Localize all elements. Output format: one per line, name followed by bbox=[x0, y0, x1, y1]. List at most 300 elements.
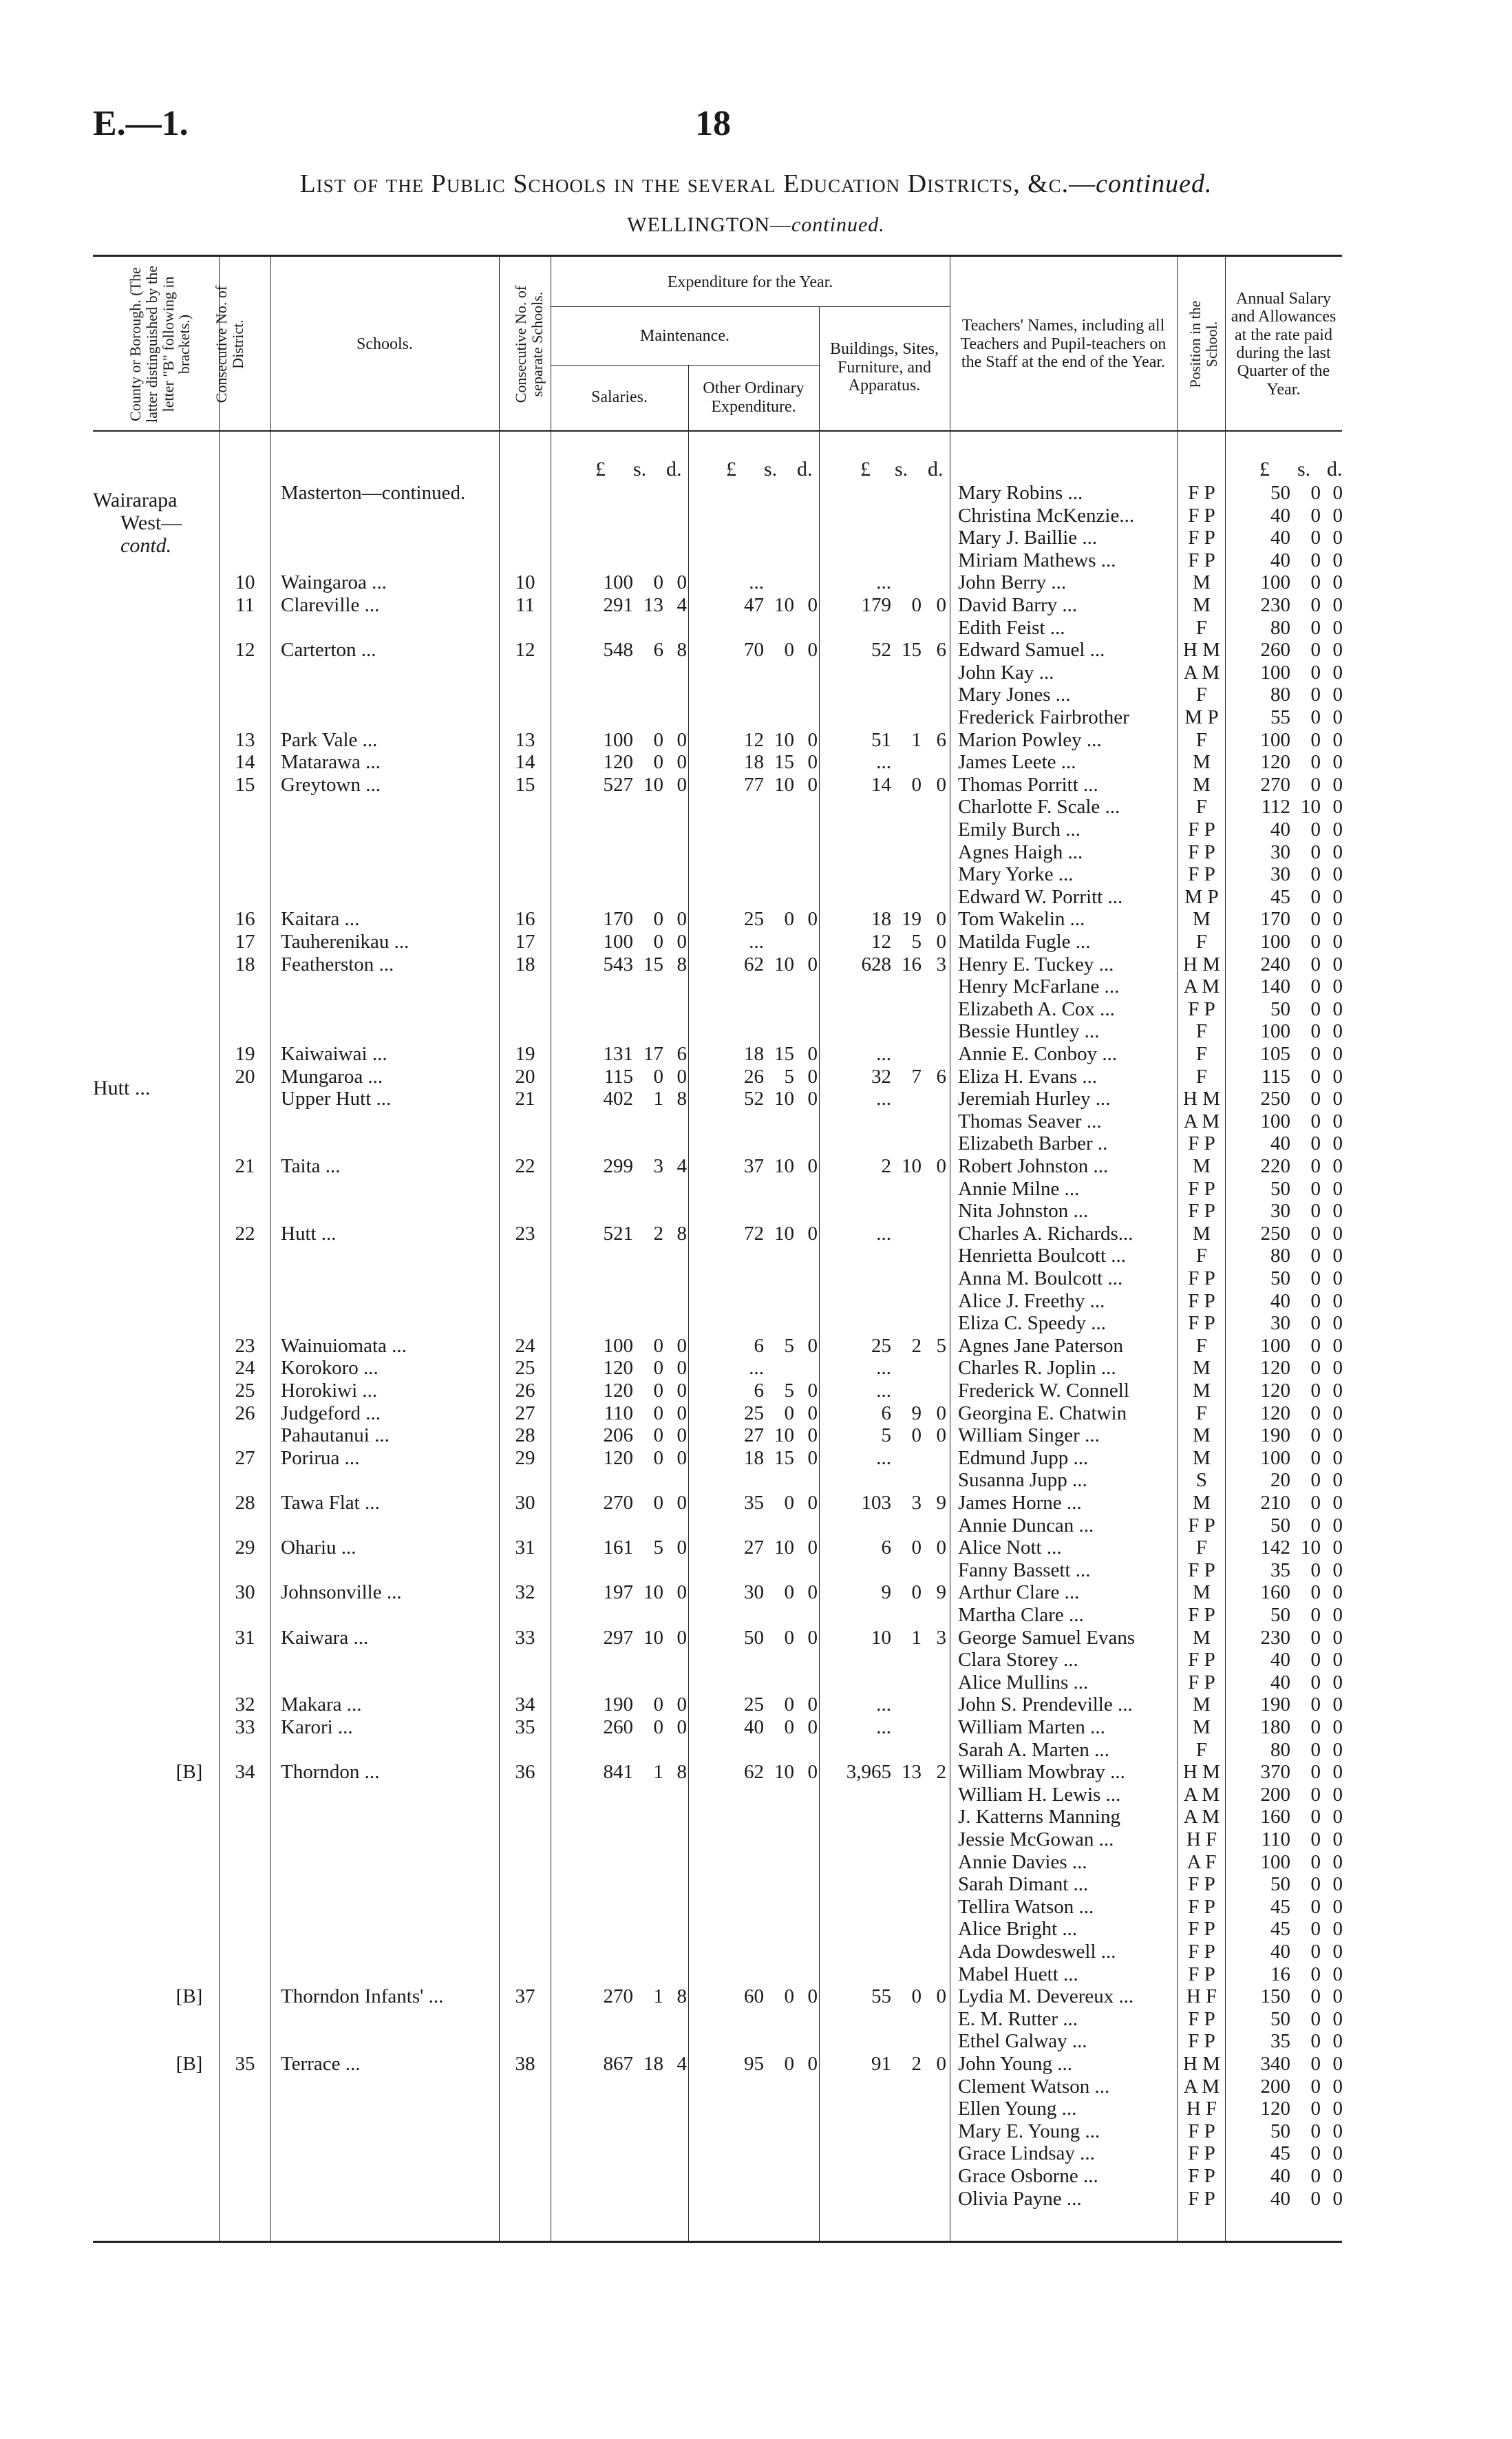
ann-pence: 0 bbox=[1332, 1065, 1343, 1088]
sal-pounds: 206 bbox=[603, 1424, 633, 1447]
ann-pounds: 50 bbox=[1270, 1267, 1290, 1289]
oth-pence: 0 bbox=[807, 1043, 818, 1065]
teacher-name: Ellen Young ... bbox=[958, 2098, 1077, 2120]
bld-shillings: 7 bbox=[911, 1065, 922, 1088]
ann-pounds: 20 bbox=[1270, 1469, 1290, 1492]
bld-pence: 3 bbox=[936, 1626, 946, 1649]
bld-pounds: ... bbox=[876, 1357, 891, 1380]
ann-shillings: 0 bbox=[1310, 1559, 1321, 1581]
bld-pence: 0 bbox=[936, 1985, 946, 2008]
unit-pence: d. bbox=[1327, 458, 1343, 481]
table-row bbox=[0, 1043, 1512, 1066]
sal-pounds: 260 bbox=[603, 1716, 633, 1738]
school-name: Upper Hutt ... bbox=[281, 1088, 392, 1110]
table-row bbox=[0, 796, 1512, 819]
ann-shillings: 0 bbox=[1310, 2120, 1321, 2142]
district-number: 24 bbox=[235, 1357, 255, 1380]
table-row bbox=[0, 505, 1512, 527]
position-code: F P bbox=[1188, 1514, 1215, 1537]
position-code: M bbox=[1193, 1222, 1211, 1245]
table-row bbox=[0, 1873, 1512, 1896]
position-code: F bbox=[1195, 1334, 1208, 1357]
county-hutt: Hutt ... bbox=[93, 1077, 151, 1099]
school-name: Mungaroa ... bbox=[281, 1065, 383, 1088]
bld-pounds: ... bbox=[876, 1088, 891, 1110]
bld-shillings: 0 bbox=[911, 1424, 922, 1447]
district-number: 27 bbox=[235, 1446, 255, 1469]
ann-pence: 0 bbox=[1332, 773, 1343, 796]
teacher-name: Lydia M. Devereux ... bbox=[958, 1985, 1134, 2008]
bld-shillings: 3 bbox=[911, 1492, 922, 1514]
ann-pounds: 30 bbox=[1270, 1200, 1290, 1223]
ann-shillings: 0 bbox=[1310, 1312, 1321, 1335]
position-code: H M bbox=[1183, 2053, 1220, 2075]
table-row bbox=[0, 549, 1512, 572]
position-code: F bbox=[1195, 1020, 1208, 1043]
ann-shillings: 0 bbox=[1310, 504, 1321, 527]
district-number: 10 bbox=[235, 571, 255, 594]
oth-shillings: 10 bbox=[774, 1222, 794, 1245]
school-name: Clareville ... bbox=[281, 594, 380, 616]
sal-shillings: 10 bbox=[643, 773, 663, 796]
teacher-name: Annie Milne ... bbox=[958, 1177, 1080, 1200]
school-name: Tauherenikau ... bbox=[281, 931, 409, 953]
table-row bbox=[0, 1200, 1512, 1223]
teacher-name: Charles A. Richards... bbox=[958, 1222, 1133, 1245]
position-code: F P bbox=[1188, 863, 1215, 886]
oth-shillings: 10 bbox=[774, 1155, 794, 1177]
table-row bbox=[0, 863, 1512, 886]
separate-number: 24 bbox=[515, 1334, 535, 1357]
teacher-name: Mary E. Young ... bbox=[958, 2120, 1100, 2142]
teacher-name: Charlotte F. Scale ... bbox=[958, 796, 1120, 819]
ann-shillings: 0 bbox=[1310, 1402, 1321, 1424]
ann-pence: 0 bbox=[1332, 1537, 1343, 1559]
bld-pounds: 103 bbox=[861, 1492, 891, 1514]
ann-shillings: 0 bbox=[1310, 1357, 1321, 1380]
sal-pence: 0 bbox=[677, 1357, 687, 1380]
sal-shillings: 0 bbox=[653, 1693, 663, 1716]
ann-pence: 0 bbox=[1332, 1738, 1343, 1761]
table-row bbox=[0, 729, 1512, 752]
district-number: 14 bbox=[235, 751, 255, 774]
ann-pence: 0 bbox=[1332, 1155, 1343, 1177]
position-code: F bbox=[1195, 1065, 1208, 1088]
position-code: F P bbox=[1188, 1267, 1215, 1289]
oth-pounds: 37 bbox=[744, 1155, 764, 1177]
oth-shillings: 5 bbox=[784, 1380, 794, 1402]
ann-pounds: 40 bbox=[1270, 1289, 1290, 1312]
table-row bbox=[0, 1380, 1512, 1402]
ann-pounds: 50 bbox=[1270, 1604, 1290, 1626]
bld-pounds: ... bbox=[876, 1446, 891, 1469]
position-code: F P bbox=[1188, 841, 1215, 863]
ann-pounds: 35 bbox=[1270, 1559, 1290, 1581]
ann-shillings: 0 bbox=[1310, 1693, 1321, 1716]
school-name: Wainuiomata ... bbox=[281, 1334, 407, 1357]
ann-shillings: 0 bbox=[1310, 819, 1321, 841]
ann-shillings: 0 bbox=[1310, 482, 1321, 504]
teacher-name: Thomas Porritt ... bbox=[958, 773, 1098, 796]
bld-pounds: ... bbox=[876, 1380, 891, 1402]
position-code: H F bbox=[1186, 2098, 1217, 2120]
position-code: A M bbox=[1183, 661, 1220, 684]
school-name: Thorndon ... bbox=[281, 1761, 380, 1784]
ann-pounds: 100 bbox=[1260, 931, 1290, 953]
sal-shillings: 0 bbox=[653, 1446, 663, 1469]
ann-pence: 0 bbox=[1332, 1043, 1343, 1065]
position-code: M bbox=[1193, 1155, 1211, 1177]
table-row bbox=[0, 931, 1512, 953]
teacher-name: Jessie McGowan ... bbox=[958, 1828, 1114, 1850]
ann-shillings: 0 bbox=[1310, 1649, 1321, 1671]
ann-shillings: 0 bbox=[1310, 953, 1321, 975]
teacher-name: Frederick W. Connell bbox=[958, 1380, 1129, 1402]
bld-shillings: 1 bbox=[911, 728, 922, 751]
ann-pence: 0 bbox=[1332, 639, 1343, 662]
ann-shillings: 0 bbox=[1310, 549, 1321, 571]
ann-shillings: 0 bbox=[1310, 1469, 1321, 1492]
table-row bbox=[0, 1492, 1512, 1514]
ann-pounds: 40 bbox=[1270, 1941, 1290, 1963]
ann-pounds: 80 bbox=[1270, 1245, 1290, 1267]
position-code: M bbox=[1193, 571, 1211, 594]
ann-pence: 0 bbox=[1332, 2187, 1343, 2210]
district-number: 20 bbox=[235, 1065, 255, 1088]
ann-shillings: 0 bbox=[1310, 639, 1321, 662]
ann-pence: 0 bbox=[1332, 885, 1343, 908]
table-row bbox=[0, 1088, 1512, 1110]
teacher-name: William Mowbray ... bbox=[958, 1761, 1125, 1784]
oth-shillings: 5 bbox=[784, 1334, 794, 1357]
ann-pence: 0 bbox=[1332, 997, 1343, 1020]
ann-pounds: 50 bbox=[1270, 2120, 1290, 2142]
district-number: 29 bbox=[235, 1537, 255, 1559]
ann-shillings: 0 bbox=[1310, 1895, 1321, 1918]
district-number: 15 bbox=[235, 773, 255, 796]
sal-shillings: 5 bbox=[653, 1537, 663, 1559]
ann-shillings: 0 bbox=[1310, 1716, 1321, 1738]
teacher-name: Agnes Haigh ... bbox=[958, 841, 1083, 863]
ann-shillings: 0 bbox=[1310, 1783, 1321, 1806]
ann-pence: 0 bbox=[1332, 1132, 1343, 1155]
table-row bbox=[0, 706, 1512, 729]
bld-pence: 9 bbox=[936, 1581, 946, 1604]
oth-shillings: 0 bbox=[784, 908, 794, 931]
table-row bbox=[0, 1604, 1512, 1627]
position-code: A M bbox=[1183, 1806, 1220, 1828]
ann-shillings: 0 bbox=[1310, 1245, 1321, 1267]
separate-number: 35 bbox=[515, 1716, 535, 1738]
ann-pounds: 100 bbox=[1260, 571, 1290, 594]
district-number: 11 bbox=[235, 594, 255, 616]
district-number: 32 bbox=[235, 1693, 255, 1716]
oth-pounds: 62 bbox=[744, 953, 764, 975]
page-number: 18 bbox=[695, 104, 731, 143]
separate-number: 11 bbox=[515, 594, 535, 616]
oth-shillings: 10 bbox=[774, 1088, 794, 1110]
ann-pence: 0 bbox=[1332, 1424, 1343, 1447]
ann-pence: 0 bbox=[1332, 2075, 1343, 2098]
ann-pence: 0 bbox=[1332, 1941, 1343, 1963]
position-code: F P bbox=[1188, 997, 1215, 1020]
sal-pence: 0 bbox=[677, 773, 687, 796]
ann-pounds: 160 bbox=[1260, 1581, 1290, 1604]
bld-pence: 9 bbox=[936, 1492, 946, 1514]
header-schools: Schools. bbox=[356, 335, 413, 353]
unit-shilling: s. bbox=[764, 458, 778, 481]
sal-shillings: 10 bbox=[643, 1626, 663, 1649]
ann-pounds: 40 bbox=[1270, 2187, 1290, 2210]
table-row bbox=[0, 1245, 1512, 1267]
sal-pounds: 120 bbox=[603, 1380, 633, 1402]
sal-pence: 0 bbox=[677, 1537, 687, 1559]
ann-pounds: 200 bbox=[1260, 1783, 1290, 1806]
oth-pence: 0 bbox=[807, 1402, 818, 1424]
ann-pounds: 80 bbox=[1270, 684, 1290, 706]
oth-pounds: ... bbox=[749, 931, 764, 953]
oth-pounds: 50 bbox=[744, 1626, 764, 1649]
school-name: Kaitara ... bbox=[281, 908, 360, 931]
district-number: 19 bbox=[235, 1043, 255, 1065]
district-number: 31 bbox=[235, 1626, 255, 1649]
sal-pence: 0 bbox=[677, 751, 687, 774]
school-name: Pahautanui ... bbox=[281, 1424, 390, 1447]
position-code: M bbox=[1193, 908, 1211, 931]
table-row bbox=[0, 684, 1512, 706]
table-row bbox=[0, 2142, 1512, 2165]
position-code: M bbox=[1193, 1492, 1211, 1514]
ann-shillings: 0 bbox=[1310, 1289, 1321, 1312]
position-code: M P bbox=[1184, 706, 1219, 728]
table-row bbox=[0, 1223, 1512, 1245]
teacher-name: Alice Nott ... bbox=[958, 1537, 1062, 1559]
ann-shillings: 0 bbox=[1310, 1514, 1321, 1537]
district-number: 26 bbox=[235, 1402, 255, 1424]
ann-pence: 0 bbox=[1332, 661, 1343, 684]
table-row bbox=[0, 1963, 1512, 1986]
bld-pence: 6 bbox=[936, 639, 946, 662]
table-row bbox=[0, 527, 1512, 549]
table-row bbox=[0, 639, 1512, 662]
ann-shillings: 0 bbox=[1310, 1446, 1321, 1469]
sal-pence: 8 bbox=[677, 1761, 687, 1784]
table-bottom-rule bbox=[93, 2241, 1342, 2243]
sal-pounds: 100 bbox=[603, 728, 633, 751]
ann-pence: 0 bbox=[1332, 1783, 1343, 1806]
oth-shillings: 0 bbox=[784, 639, 794, 662]
position-code: F bbox=[1195, 728, 1208, 751]
teacher-name: Marion Powley ... bbox=[958, 728, 1102, 751]
teacher-name: Eliza H. Evans ... bbox=[958, 1065, 1098, 1088]
teacher-name: Tellira Watson ... bbox=[958, 1895, 1094, 1918]
bld-shillings: 9 bbox=[911, 1402, 922, 1424]
ann-pounds: 140 bbox=[1260, 975, 1290, 998]
teacher-name: John Berry ... bbox=[958, 571, 1067, 594]
table-row bbox=[0, 774, 1512, 796]
oth-pence: 0 bbox=[807, 1065, 818, 1088]
ann-pence: 0 bbox=[1332, 2053, 1343, 2075]
ann-shillings: 0 bbox=[1310, 1850, 1321, 1873]
sal-pounds: 100 bbox=[603, 1334, 633, 1357]
sal-shillings: 0 bbox=[653, 1334, 663, 1357]
table-row bbox=[0, 1402, 1512, 1425]
ann-pounds: 40 bbox=[1270, 1132, 1290, 1155]
sal-pence: 0 bbox=[677, 931, 687, 953]
teacher-name: Frederick Fairbrother bbox=[958, 706, 1129, 728]
teacher-name: Ada Dowdeswell ... bbox=[958, 1941, 1116, 1963]
table-row bbox=[0, 751, 1512, 774]
ann-pounds: 16 bbox=[1270, 1963, 1290, 1985]
ann-pence: 0 bbox=[1332, 1088, 1343, 1110]
table-row bbox=[0, 1941, 1512, 1963]
header-expenditure: Expenditure for the Year. bbox=[667, 273, 833, 291]
oth-pounds: 47 bbox=[744, 594, 764, 616]
ann-pounds: 190 bbox=[1260, 1424, 1290, 1447]
oth-pounds: 62 bbox=[744, 1761, 764, 1784]
ann-pounds: 50 bbox=[1270, 997, 1290, 1020]
bld-shillings: 10 bbox=[902, 1155, 922, 1177]
ann-pence: 0 bbox=[1332, 1649, 1343, 1671]
title-continued: continued. bbox=[1096, 169, 1213, 198]
table-row bbox=[0, 1985, 1512, 2008]
sal-shillings: 1 bbox=[653, 1985, 663, 2008]
separate-number: 26 bbox=[515, 1380, 535, 1402]
position-code: F P bbox=[1188, 2120, 1215, 2142]
oth-pence: 0 bbox=[807, 953, 818, 975]
bld-pounds: 10 bbox=[871, 1626, 891, 1649]
bld-shillings: 5 bbox=[911, 931, 922, 953]
teacher-name: William H. Lewis ... bbox=[958, 1783, 1121, 1806]
title-text: List of the Public Schools in the several Education Districts, &c.— bbox=[299, 169, 1096, 198]
ann-shillings: 0 bbox=[1310, 1380, 1321, 1402]
teacher-name: Arthur Clare ... bbox=[958, 1581, 1080, 1604]
table-row bbox=[0, 2098, 1512, 2120]
ann-pounds: 210 bbox=[1260, 1492, 1290, 1514]
position-code: F bbox=[1195, 1245, 1208, 1267]
position-code: F P bbox=[1188, 549, 1215, 571]
bld-shillings: 0 bbox=[911, 1581, 922, 1604]
position-code: F P bbox=[1188, 2187, 1215, 2210]
sal-pounds: 867 bbox=[603, 2053, 633, 2075]
bld-pence: 0 bbox=[936, 1402, 946, 1424]
ann-pounds: 35 bbox=[1270, 2030, 1290, 2053]
school-name: Matarawa ... bbox=[281, 751, 381, 774]
separate-number: 37 bbox=[515, 1985, 535, 2008]
position-code: H M bbox=[1183, 1088, 1220, 1110]
oth-pence: 0 bbox=[807, 1334, 818, 1357]
table-row bbox=[0, 953, 1512, 976]
table-row bbox=[0, 1806, 1512, 1828]
sal-pence: 0 bbox=[677, 1380, 687, 1402]
ann-pounds: 100 bbox=[1260, 728, 1290, 751]
oth-pounds: 25 bbox=[744, 908, 764, 931]
ann-shillings: 0 bbox=[1310, 1671, 1321, 1693]
ann-pounds: 250 bbox=[1260, 1088, 1290, 1110]
oth-pounds: 18 bbox=[744, 1043, 764, 1065]
sal-pounds: 120 bbox=[603, 751, 633, 774]
separate-number: 28 bbox=[515, 1424, 535, 1447]
bld-pounds: 32 bbox=[871, 1065, 891, 1088]
header-other-expenditure: Other Ordinary Expenditure. bbox=[703, 379, 805, 416]
sal-pounds: 115 bbox=[604, 1065, 633, 1088]
position-code: F P bbox=[1188, 504, 1215, 527]
bld-pence: 0 bbox=[936, 594, 946, 616]
teacher-name: Alice Bright ... bbox=[958, 1918, 1078, 1941]
header-bottom-rule bbox=[93, 430, 1342, 432]
ann-shillings: 0 bbox=[1310, 661, 1321, 684]
bld-pounds: 18 bbox=[871, 908, 891, 931]
school-name: Featherston ... bbox=[281, 953, 394, 975]
sal-pounds: 543 bbox=[603, 953, 633, 975]
ann-pence: 0 bbox=[1332, 1514, 1343, 1537]
teacher-name: Eliza C. Speedy ... bbox=[958, 1312, 1107, 1335]
school-name: Tawa Flat ... bbox=[281, 1492, 380, 1514]
position-code: F P bbox=[1188, 1873, 1215, 1896]
county-line: Wairarapa bbox=[93, 489, 178, 511]
oth-pence: 0 bbox=[807, 1985, 818, 2008]
sal-pounds: 297 bbox=[603, 1626, 633, 1649]
ann-pence: 0 bbox=[1332, 1492, 1343, 1514]
ann-pounds: 105 bbox=[1260, 1043, 1290, 1065]
ann-pounds: 45 bbox=[1270, 1895, 1290, 1918]
unit-pound: £ bbox=[1259, 458, 1270, 481]
ann-shillings: 0 bbox=[1310, 997, 1321, 1020]
teacher-name: John S. Prendeville ... bbox=[958, 1693, 1133, 1716]
ann-pence: 0 bbox=[1332, 1177, 1343, 1200]
table-row bbox=[0, 2076, 1512, 2098]
oth-pence: 0 bbox=[807, 1626, 818, 1649]
ann-shillings: 0 bbox=[1310, 1738, 1321, 1761]
teacher-name: Emily Burch ... bbox=[958, 819, 1081, 841]
oth-pounds: 18 bbox=[744, 1446, 764, 1469]
table-row bbox=[0, 1357, 1512, 1380]
separate-number: 18 bbox=[515, 953, 535, 975]
county-contd: contd. bbox=[120, 534, 172, 557]
sal-pence: 4 bbox=[677, 594, 687, 616]
ann-pence: 0 bbox=[1332, 482, 1343, 504]
ann-shillings: 0 bbox=[1310, 1334, 1321, 1357]
table-row bbox=[0, 2008, 1512, 2031]
sal-pounds: 197 bbox=[603, 1581, 633, 1604]
teacher-name: Edward Samuel ... bbox=[958, 639, 1105, 662]
separate-number: 29 bbox=[515, 1446, 535, 1469]
ann-shillings: 0 bbox=[1310, 1177, 1321, 1200]
header-salaries: Salaries. bbox=[591, 388, 648, 407]
ann-shillings: 0 bbox=[1310, 751, 1321, 774]
ann-pounds: 45 bbox=[1270, 1918, 1290, 1941]
oth-pence: 0 bbox=[807, 1424, 818, 1447]
oth-shillings: 5 bbox=[784, 1065, 794, 1088]
bld-pounds: 628 bbox=[861, 953, 891, 975]
ann-pence: 0 bbox=[1332, 1626, 1343, 1649]
teacher-name: James Horne ... bbox=[958, 1492, 1082, 1514]
ann-shillings: 0 bbox=[1310, 1424, 1321, 1447]
oth-pence: 0 bbox=[807, 908, 818, 931]
teacher-name: George Samuel Evans bbox=[958, 1626, 1136, 1649]
bld-pounds: ... bbox=[876, 1222, 891, 1245]
ann-pence: 0 bbox=[1332, 549, 1343, 571]
ann-shillings: 0 bbox=[1310, 2053, 1321, 2075]
ann-pounds: 55 bbox=[1270, 706, 1290, 728]
ann-shillings: 0 bbox=[1310, 2165, 1321, 2187]
county-cell: [B] bbox=[175, 1761, 203, 1784]
sal-shillings: 0 bbox=[653, 1402, 663, 1424]
teacher-name: Mary Yorke ... bbox=[958, 863, 1074, 886]
oth-pence: 0 bbox=[807, 1088, 818, 1110]
position-code: F P bbox=[1188, 1671, 1215, 1693]
position-code: M bbox=[1193, 594, 1211, 616]
